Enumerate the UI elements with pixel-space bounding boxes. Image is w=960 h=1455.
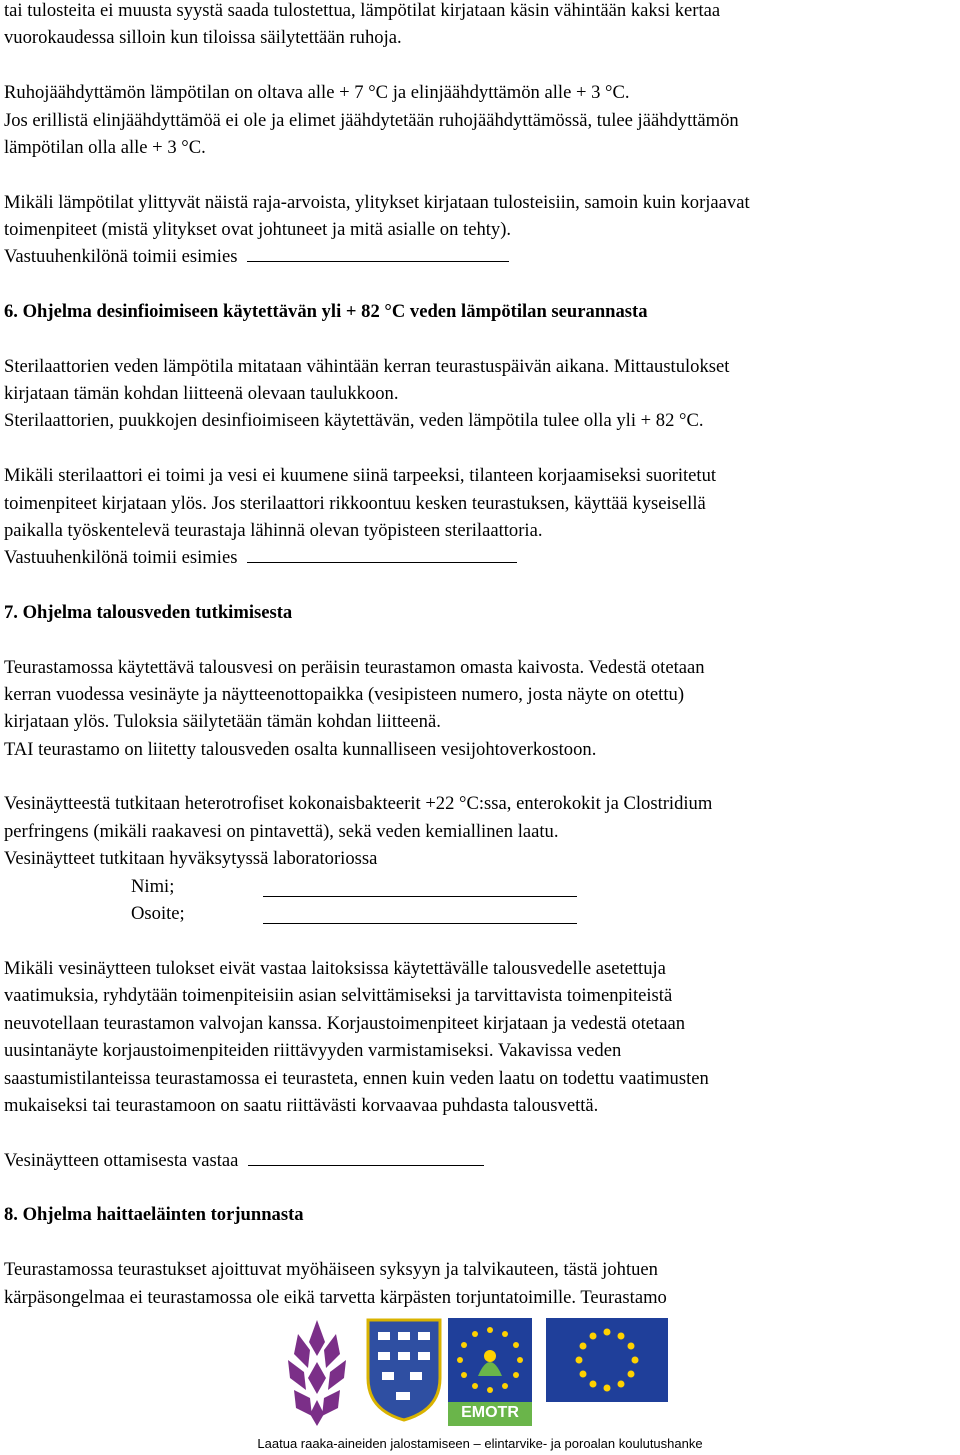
p8-line-2: vaatimuksia, ryhdytään toimenpiteisiin asian selvittämiseksi ja tarvittavista toimenpiteistä — [4, 985, 673, 1006]
p6-line-4: TAI teurastamo on liitetty talousveden osalta kunnalliseen vesijohtoverkostoon. — [4, 739, 597, 760]
responsible-label-2: Vastuuhenkilönä toimii esimies — [4, 547, 238, 568]
lotus-logo-icon — [284, 1316, 350, 1428]
eu-stars-flag-icon — [546, 1318, 668, 1402]
p2-line-1: Ruhojäähdyttämön lämpötilan on oltava alle + 7 °C ja elinjäähdyttämön alle + 3 °C. — [4, 82, 630, 103]
p5-line-1: Mikäli sterilaattori ei toimi ja vesi ei kuumene siinä tarpeeksi, tilanteen korjaamiseksi suoritetut — [4, 465, 717, 486]
responsible-label-1: Vastuuhenkilönä toimii esimies — [4, 246, 238, 267]
lab-name-label: Nimi; — [131, 876, 175, 897]
responsible-line-2 — [4, 547, 517, 569]
footer-text: Laatua raaka-aineiden jalostamiseen – elintarvike- ja poroalan koulutushanke — [257, 1436, 703, 1451]
p8-line-6: mukaiseksi tai teurastamoon on saatu riittävästi korvaavaa puhdasta talousvettä. — [4, 1095, 599, 1116]
lab-address-label: Osoite; — [131, 903, 185, 924]
p8-line-4: uusintanäyte korjaustoimenpiteiden riittävyyden varmistamiseksi. Vakavissa veden — [4, 1040, 622, 1061]
p7-line-1: Vesinäytteestä tutkitaan heterotrofiset kokonaisbakteerit +22 °C:ssa, enterokokit ja Clostridium — [4, 793, 713, 814]
p2-line-2: Jos erillistä elinjäähdyttämöä ei ole ja elimet jäähdytetään ruhojäähdyttämössä, tulee jäähdyttämön — [4, 110, 739, 131]
lab-name-blank[interactable] — [263, 881, 577, 897]
p7-line-2: perfringens (mikäli raakavesi on pintavettä), sekä veden kemiallinen laatu. — [4, 821, 559, 842]
p8-line-3: neuvotellaan teurastamon valvojan kanssa. Korjaustoimenpiteet kirjataan ja vedestä otetaan — [4, 1013, 686, 1034]
p9-line-1: Teurastamossa teurastukset ajoittuvat myöhäiseen syksyyn ja talvikauteen, tästä johtuen — [4, 1259, 658, 1280]
p3-line-2: toimenpiteet (mistä ylitykset ovat johtuneet ja mitä asialle on tehty). — [4, 219, 512, 240]
lab-address-blank[interactable] — [263, 908, 577, 924]
responsible-line-1 — [4, 246, 509, 268]
section-6-heading: 6. Ohjelma desinfioimiseen käytettävän yli + 82 °C veden lämpötilan seurannasta — [4, 301, 648, 322]
p4-line-2: kirjataan tämän kohdan liitteenä olevaan taulukkoon. — [4, 383, 399, 404]
p3-line-1: Mikäli lämpötilat ylittyvät näistä raja-arvoista, ylitykset kirjataan tulosteisiin, samoin kuin korjaavat — [4, 192, 750, 213]
p8-line-5: saastumistilanteissa teurastamossa ei teurasteta, ennen kuin veden laatu on todettu vaatimusten — [4, 1068, 709, 1089]
signature-blank-1[interactable] — [247, 246, 509, 262]
coat-of-arms-logo — [366, 1318, 442, 1427]
p5-line-2: toimenpiteet kirjataan ylös. Jos sterilaattori rikkoontuu kesken teurastuksen, käyttää kyseisellä — [4, 493, 706, 514]
signature-blank-2[interactable] — [247, 547, 517, 563]
p2-line-3: lämpötilan olla alle + 3 °C. — [4, 137, 206, 158]
section-7-heading: 7. Ohjelma talousveden tutkimisesta — [4, 602, 293, 623]
p6-line-3: kirjataan ylös. Tuloksia säilytetään tämän kohdan liitteenä. — [4, 711, 441, 732]
p4-line-3: Sterilaattorien, puukkojen desinfioimiseen käytettävän, veden lämpötila tulee olla yli + 82 °C. — [4, 410, 704, 431]
coat-of-arms-icon — [366, 1318, 442, 1422]
eu-flag-logo — [546, 1318, 668, 1407]
eu-emotr-logo — [448, 1318, 532, 1431]
p4-line-1: Sterilaattorien veden lämpötila mitataan vähintään kerran teurastuspäivän aikana. Mittaustulokset — [4, 356, 730, 377]
p9-line-2: kärpäsongelmaa ei teurastamossa ole eikä tarvetta kärpästen torjuntatoimille. Teurastamo — [4, 1287, 667, 1308]
p1-line-2: vuorokaudessa silloin kun tiloissa säilytettään ruhoja. — [4, 27, 402, 48]
project-logo — [284, 1316, 350, 1433]
p6-line-2: kerran vuodessa vesinäyte ja näytteenottopaikka (vesipisteen numero, josta näyte on otettu) — [4, 684, 685, 705]
p7-line-3: Vesinäytteet tutkitaan hyväksytyssä laboratoriossa — [4, 848, 378, 869]
p1-line-1: tai tulosteita ei muusta syystä saada tulostettua, lämpötilat kirjataan käsin vähintään kaksi kertaa — [4, 0, 721, 21]
p6-line-1: Teurastamossa käytettävä talousvesi on peräisin teurastamon omasta kaivosta. Vedestä otetaan — [4, 657, 705, 678]
responsible-line-3 — [4, 1150, 484, 1172]
emotr-label: EMOTR — [461, 1404, 519, 1421]
responsible-label-3: Vesinäytteen ottamisesta vastaa — [4, 1150, 239, 1171]
section-8-heading: 8. Ohjelma haittaeläinten torjunnasta — [4, 1204, 304, 1225]
p8-line-1: Mikäli vesinäytteen tulokset eivät vastaa laitoksissa käytettävälle talousvedelle asetettuja — [4, 958, 666, 979]
signature-blank-3[interactable] — [248, 1150, 484, 1166]
p5-line-3: paikalla työskentelevä teurastaja lähinnä olevan työpisteen sterilaattoria. — [4, 520, 543, 541]
